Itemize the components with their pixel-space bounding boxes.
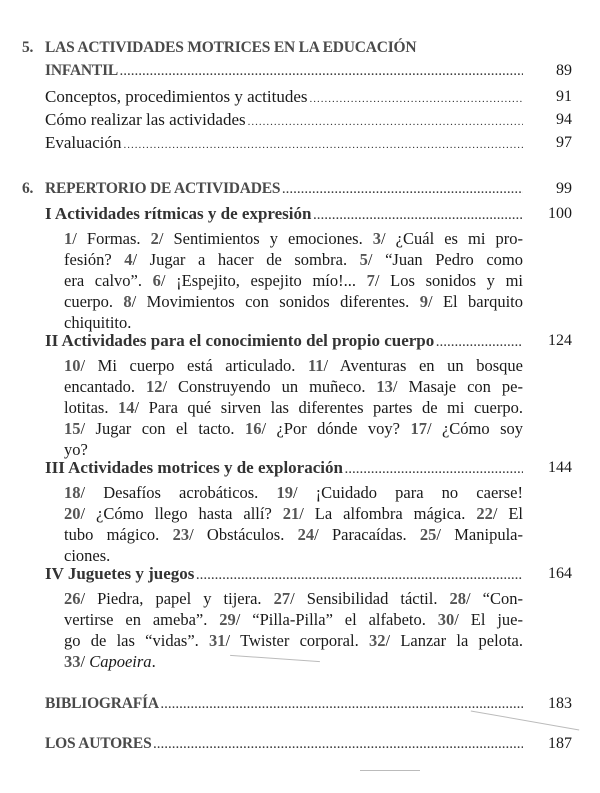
activity-text: / Jugar con el tacto.: [80, 419, 245, 438]
page-number: 94: [556, 111, 572, 128]
activity-text: encantado.: [64, 377, 146, 396]
activity-text: go de las “vidas”.: [64, 631, 210, 650]
activity-line: [64, 482, 523, 503]
activity-number: 24: [297, 525, 315, 544]
activity-text: era calvo”.: [64, 271, 153, 290]
activity-text: / Movimientos con sonidos diferentes.: [131, 292, 420, 311]
page-number: 99: [556, 180, 572, 197]
activity-number: 28: [449, 589, 467, 608]
subsection-title: Evaluación: [45, 133, 122, 152]
activity-number: 17: [410, 419, 427, 438]
activity-text: / El: [492, 504, 523, 523]
activity-number: 6: [152, 271, 161, 290]
section-title: IV Juguetes y juegos: [45, 564, 195, 583]
activity-line: [64, 270, 523, 291]
activity-line: [64, 651, 523, 672]
activity-number: 22: [476, 504, 493, 523]
dot-leader: [154, 734, 524, 756]
activity-text: cuerpo.: [64, 292, 124, 311]
activity-text: / Para qué sirven las diferentes partes de mi cuerpo.: [134, 398, 523, 417]
activity-text: / Sentimientos y emociones.: [158, 229, 373, 248]
chapter-number: 5.: [22, 39, 34, 56]
activity-list: [64, 228, 523, 333]
activity-text: / “Juan Pedro como: [367, 250, 523, 269]
activity-number: 14: [117, 398, 135, 417]
activity-number: 26: [64, 589, 81, 608]
page-number: 97: [556, 134, 572, 151]
activity-number: 29: [219, 610, 236, 629]
activity-text: / El barquito: [427, 292, 523, 311]
activity-number: 3: [372, 229, 382, 248]
page-number: 89: [556, 62, 572, 79]
activity-text: / Obstáculos.: [189, 525, 298, 544]
activity-text: / Piedra, papel y tijera.: [80, 589, 274, 608]
dot-leader: [120, 61, 523, 83]
chapter-5-entry[interactable]: [0, 60, 600, 82]
chapter-number: 6.: [22, 180, 34, 197]
activity-number: 12: [145, 377, 163, 396]
chapter-title: REPERTORIO DE ACTIVIDADES: [45, 180, 281, 197]
dot-leader: [161, 694, 523, 716]
activity-text: / ¿Cuál es mi pro-: [381, 229, 523, 248]
activity-text: / Jugar a hacer de sombra.: [132, 250, 360, 269]
scan-smudge: [360, 770, 420, 771]
activity-text: / ¿Cómo soy: [426, 419, 524, 438]
activity-line: [64, 524, 523, 545]
activity-number: 7: [366, 271, 375, 290]
activity-number: 13: [376, 377, 393, 396]
activity-line: [64, 228, 523, 249]
activity-text: / Aventuras en un bosque: [323, 356, 523, 375]
page-number: 187: [548, 735, 572, 752]
authors-title: LOS AUTORES: [45, 735, 152, 752]
activity-number: 33: [64, 652, 81, 671]
activity-text: / Formas.: [72, 229, 151, 248]
activity-number: 9: [419, 292, 428, 311]
activity-number: 18: [64, 483, 81, 502]
activity-text: / ¿Por dónde voy?: [261, 419, 411, 438]
activity-number: 30: [437, 610, 455, 629]
activity-text: lotitas.: [64, 398, 118, 417]
subsection-entry[interactable]: [0, 132, 600, 154]
activity-text: / Desafíos acrobáticos.: [80, 483, 277, 502]
activity-text: / Sensibilidad táctil.: [290, 589, 450, 608]
section-title: I Actividades rítmicas y de expresión: [45, 204, 312, 223]
chapter-title-line1: LAS ACTIVIDADES MOTRICES EN LA EDUCACIÓN: [45, 39, 417, 56]
activity-line: [64, 291, 523, 312]
activity-text: / Los sonidos y mi: [374, 271, 523, 290]
activity-number: 5: [359, 250, 368, 269]
activity-text: chiquitito.: [64, 313, 132, 332]
activity-line: [64, 376, 523, 397]
activity-line: [64, 355, 523, 376]
activity-number: 1: [64, 229, 73, 248]
activity-line: [64, 418, 523, 439]
dot-leader: [345, 459, 523, 481]
page-number: 124: [548, 332, 572, 349]
activity-number: 8: [123, 292, 132, 311]
bibliography-title: BIBLIOGRAFÍA: [45, 695, 159, 712]
subsection-entry[interactable]: [0, 109, 600, 131]
subsection-title: Cómo realizar las actividades: [45, 110, 246, 129]
activity-text: fesión?: [64, 250, 125, 269]
dot-leader: [282, 179, 523, 201]
activity-line: [64, 588, 523, 609]
activity-text: yo?: [64, 440, 88, 459]
dot-leader: [196, 565, 523, 587]
activity-text: / Twister corporal.: [225, 631, 369, 650]
activity-text: Capoeira: [89, 652, 152, 671]
activity-text: / Lanzar la pelota.: [385, 631, 523, 650]
activity-list: [64, 482, 523, 566]
dot-leader: [310, 88, 524, 110]
activity-number: 2: [150, 229, 159, 248]
activity-number: 11: [307, 356, 324, 375]
dot-leader: [123, 134, 523, 156]
activity-number: 27: [273, 589, 291, 608]
dot-leader: [313, 205, 523, 227]
activity-number: 23: [172, 525, 190, 544]
page-number: 144: [548, 459, 572, 476]
activity-number: 25: [419, 525, 437, 544]
activity-number: 32: [368, 631, 386, 650]
activity-text: / ¡Cuidado para no caerse!: [292, 483, 523, 502]
page-number: 183: [548, 695, 572, 712]
subsection-entry[interactable]: [0, 86, 600, 108]
activity-line: [64, 503, 523, 524]
dot-leader: [248, 111, 523, 133]
page-number: 164: [548, 565, 572, 582]
section-entry[interactable]: [0, 457, 600, 479]
page-number: 91: [556, 88, 572, 105]
section-entry[interactable]: [0, 203, 600, 225]
activity-text: / La alfombra mágica.: [299, 504, 477, 523]
activity-number: 10: [64, 356, 81, 375]
activity-list: [64, 355, 523, 460]
section-title: II Actividades para el conocimiento del propio cuerpo: [45, 331, 435, 350]
activity-number: 15: [64, 419, 81, 438]
activity-text: / Manipula-: [436, 525, 523, 544]
activity-text: / “Con-: [466, 589, 523, 608]
activity-number: 19: [276, 483, 293, 502]
activity-text: / “Pilla-Pilla” el alfabeto.: [235, 610, 438, 629]
activity-text: / ¿Cómo llego hasta allí?: [80, 504, 283, 523]
activity-text: /: [80, 652, 90, 671]
dot-leader: [436, 332, 523, 354]
authors-entry[interactable]: [0, 733, 600, 755]
chapter-title-line2: INFANTIL: [45, 62, 119, 79]
chapter-6-entry[interactable]: [0, 178, 600, 200]
subsection-title: Conceptos, procedimientos y actitudes: [45, 87, 308, 106]
activity-text: .: [151, 652, 156, 671]
activity-line: [64, 397, 523, 418]
activity-number: 31: [209, 631, 226, 650]
activity-text: ciones.: [64, 546, 111, 565]
activity-text: / Construyendo un muñeco.: [162, 377, 377, 396]
activity-number: 4: [124, 250, 133, 269]
activity-number: 16: [244, 419, 262, 438]
activity-line: [64, 609, 523, 630]
section-title: III Actividades motrices y de exploración: [45, 458, 343, 477]
section-entry[interactable]: [0, 563, 600, 585]
activity-text: tubo mágico.: [64, 525, 173, 544]
activity-line: [64, 630, 523, 651]
activity-number: 21: [282, 504, 300, 523]
activity-text: / Mi cuerpo está articulado.: [80, 356, 308, 375]
bibliography-entry[interactable]: [0, 693, 600, 715]
activity-number: 20: [64, 504, 81, 523]
activity-text: vertirse en ameba”.: [64, 610, 220, 629]
activity-text: / Paracaídas.: [314, 525, 420, 544]
activity-text: / El jue-: [454, 610, 523, 629]
chapter-5-heading: [0, 37, 600, 59]
activity-text: / ¡Espejito, espejito mío!...: [160, 271, 367, 290]
page-number: 100: [548, 205, 572, 222]
section-entry[interactable]: [0, 330, 600, 352]
activity-text: / Masaje con pe-: [392, 377, 523, 396]
activity-line: [64, 249, 523, 270]
